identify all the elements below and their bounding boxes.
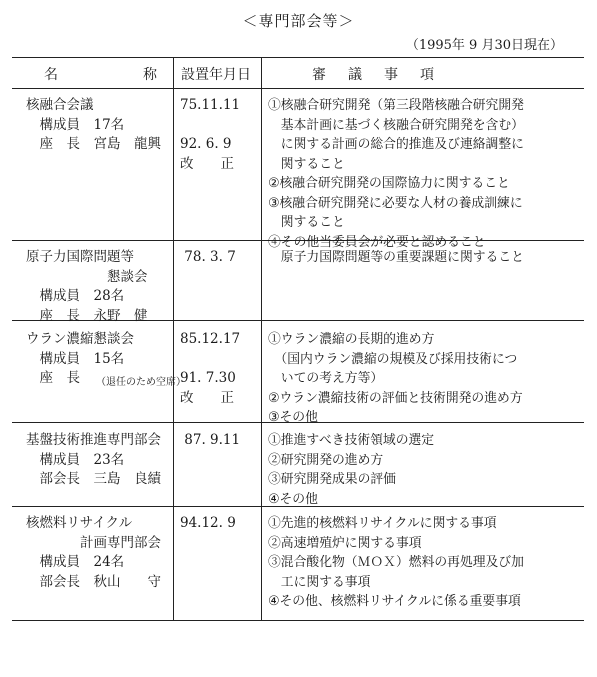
header-matters: 審 議 事 項: [312, 67, 438, 83]
row-2-name: 原子力国際問題等 懇談会 構成員 28名 座 長 永野 健: [26, 249, 148, 324]
row-1-matters: ①核融合研究開発（第三段階核融合研究開発 基本計画に基づく核融合研究開発を含む） に関する計画の総合的推進及び連絡調整に 関すること ②核融合研究開発の国際協力に関すること ③核融合研究開発に必要な人材の養成訓練に 関すること ④その他当委員会が必要と認めること: [268, 98, 524, 250]
row-4-matters: ①推進すべき技術領域の選定 ②研究開発の進め方 ③研究開発成果の評価 ④その他: [268, 433, 435, 507]
row-5-matters: ①先進的核燃料リサイクルに関する事項 ②高速増殖炉に関する事項 ③混合酸化物（ＭＯＸ）燃料の再処理及び加 工に関する事項 ④その他、核燃料リサイクルに係る重要事項: [268, 516, 524, 609]
row-1-name: 核融合会議 構成員 17名 座 長 宮島 龍興: [26, 97, 161, 152]
column-divider-2: [261, 57, 262, 620]
row-2-date: 78. 3. 7: [180, 249, 236, 265]
row-4-name: 基盤技術推進専門部会 構成員 23名 部会長 三島 良績: [26, 432, 161, 487]
row-3-matters: ①ウラン濃縮の長期的進め方 （国内ウラン濃縮の規模及び採用技術につ いての考え方等） ②ウラン濃縮技術の評価と技術開発の進め方 ③その他: [268, 332, 523, 425]
row-3-name-note: （退任のため空席）: [96, 377, 186, 388]
row-5-date: 94.12. 9: [180, 515, 236, 531]
row-1-date: 75.11.11 92. 6. 9 改 正: [180, 97, 241, 172]
row-2-matters: 原子力国際問題等の重要課題に関すること: [268, 250, 524, 265]
table-top-rule: [12, 57, 584, 58]
header-name-left: 名: [44, 67, 58, 83]
header-date: 設置年月日: [181, 67, 251, 83]
row-4-date: 87. 9.11: [180, 432, 241, 448]
header-name-right: 称: [143, 67, 157, 83]
document-title: ＜専門部会等＞: [242, 12, 355, 30]
row-3-date: 85.12.17 91. 7.30 改 正: [180, 331, 241, 406]
as-of-date: （1995年 9 月30日現在）: [405, 38, 563, 53]
header-bottom-rule: [12, 88, 584, 89]
table-bottom-rule: [12, 620, 584, 621]
column-divider-1: [173, 57, 174, 620]
row-5-name: 核燃料リサイクル 計画専門部会 構成員 24名 部会長 秋山 守: [26, 515, 161, 590]
row-3-name: ウラン濃縮懇談会 構成員 15名 座 長: [26, 331, 134, 386]
